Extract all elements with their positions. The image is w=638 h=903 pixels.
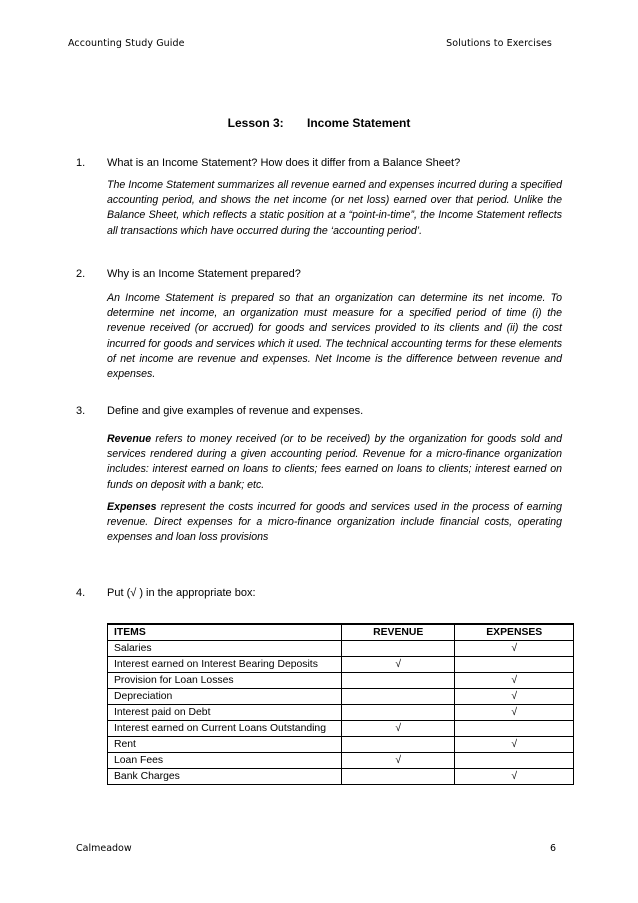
question-number: 4. <box>76 587 86 599</box>
item-cell: Interest earned on Current Loans Outstanding <box>108 721 342 737</box>
question-text: Define and give examples of revenue and expenses. <box>107 405 364 417</box>
item-cell: Interest earned on Interest Bearing Deposits <box>108 657 342 673</box>
revenue-cell: √ <box>342 657 455 673</box>
item-cell: Interest paid on Debt <box>108 705 342 721</box>
answer-3-revenue <box>107 432 562 493</box>
expenses-term: Expenses <box>107 501 157 513</box>
item-cell: Salaries <box>108 641 342 657</box>
table-row <box>108 673 574 689</box>
expenses-cell: √ <box>455 769 574 785</box>
table-row <box>108 753 574 769</box>
header-revenue: REVENUE <box>342 624 455 641</box>
table-row <box>108 737 574 753</box>
question-text: What is an Income Statement? How does it differ from a Balance Sheet? <box>107 157 461 169</box>
table-row <box>108 657 574 673</box>
revenue-cell <box>342 689 455 705</box>
page-number: 6 <box>549 843 556 854</box>
table-row <box>108 689 574 705</box>
expenses-cell <box>455 657 574 673</box>
expenses-cell <box>455 721 574 737</box>
answer-3-expenses <box>107 500 562 546</box>
revenue-cell <box>342 705 455 721</box>
revenue-cell <box>342 769 455 785</box>
table-row <box>108 721 574 737</box>
item-cell: Provision for Loan Losses <box>108 673 342 689</box>
expenses-cell: √ <box>455 689 574 705</box>
header-expenses: EXPENSES <box>455 624 574 641</box>
expenses-definition: represent the costs incurred for goods and services used in the process of earning revenue. Direct expenses for a micro-finance organization include financial costs, operating expenses and loan loss provisions <box>107 501 562 544</box>
revenue-cell: √ <box>342 721 455 737</box>
header-left: Accounting Study Guide <box>68 38 185 49</box>
revenue-cell: √ <box>342 753 455 769</box>
revenue-cell <box>342 737 455 753</box>
lesson-name: Income Statement <box>307 116 411 130</box>
item-cell: Depreciation <box>108 689 342 705</box>
expenses-cell: √ <box>455 705 574 721</box>
question-number: 3. <box>76 405 86 417</box>
revenue-term: Revenue <box>107 433 152 445</box>
answer-2: An Income Statement is prepared so that an organization can determine its net income. To determine net income, an organization must measure for a specified period of time (i) the revenue received (or accrued) for goods and services provided to its clients and (ii) the cost incurred for goods and services which it used. The technical accounting terms for these elements of net income are revenue and expenses. Net Income is the difference between revenue and expenses. <box>107 292 562 381</box>
revenue-definition: refers to money received (or to be received) by the organization for goods sold and services rendered during a given accounting period. Revenue for a micro-finance organization includes: interest earned on loans to clients; fees earned on loans to clients; interest earned on funds on deposit with a bank; etc. <box>107 433 562 491</box>
question-number: 2. <box>76 268 86 280</box>
expenses-cell: √ <box>455 673 574 689</box>
expenses-cell: √ <box>455 641 574 657</box>
question-text: Put (√ ) in the appropriate box: <box>107 587 256 599</box>
item-cell: Bank Charges <box>108 769 342 785</box>
table-row <box>108 705 574 721</box>
expenses-cell: √ <box>455 737 574 753</box>
item-cell: Loan Fees <box>108 753 342 769</box>
revenue-expenses-table <box>107 623 574 785</box>
header-items: ITEMS <box>108 624 342 641</box>
table-header-row <box>108 624 574 641</box>
revenue-cell <box>342 673 455 689</box>
lesson-label: Lesson 3: <box>227 116 284 130</box>
header-right: Solutions to Exercises <box>446 38 552 49</box>
lesson-title <box>0 116 638 130</box>
table-row <box>108 769 574 785</box>
footer-organization: Calmeadow <box>76 843 132 854</box>
revenue-cell <box>342 641 455 657</box>
question-text: Why is an Income Statement prepared? <box>107 268 301 280</box>
answer-1: The Income Statement summarizes all revenue earned and expenses incurred during a specified accounting period, and shows the net income (or net loss) earned over that period. Unlike the Balance Sheet, which reflects a static position at a “point-in-time”, the Income Statement reflects all transactions which have occurred during the ‘accounting period’. <box>107 179 562 237</box>
expenses-cell <box>455 753 574 769</box>
question-number: 1. <box>76 157 86 169</box>
table-row <box>108 641 574 657</box>
item-cell: Rent <box>108 737 342 753</box>
